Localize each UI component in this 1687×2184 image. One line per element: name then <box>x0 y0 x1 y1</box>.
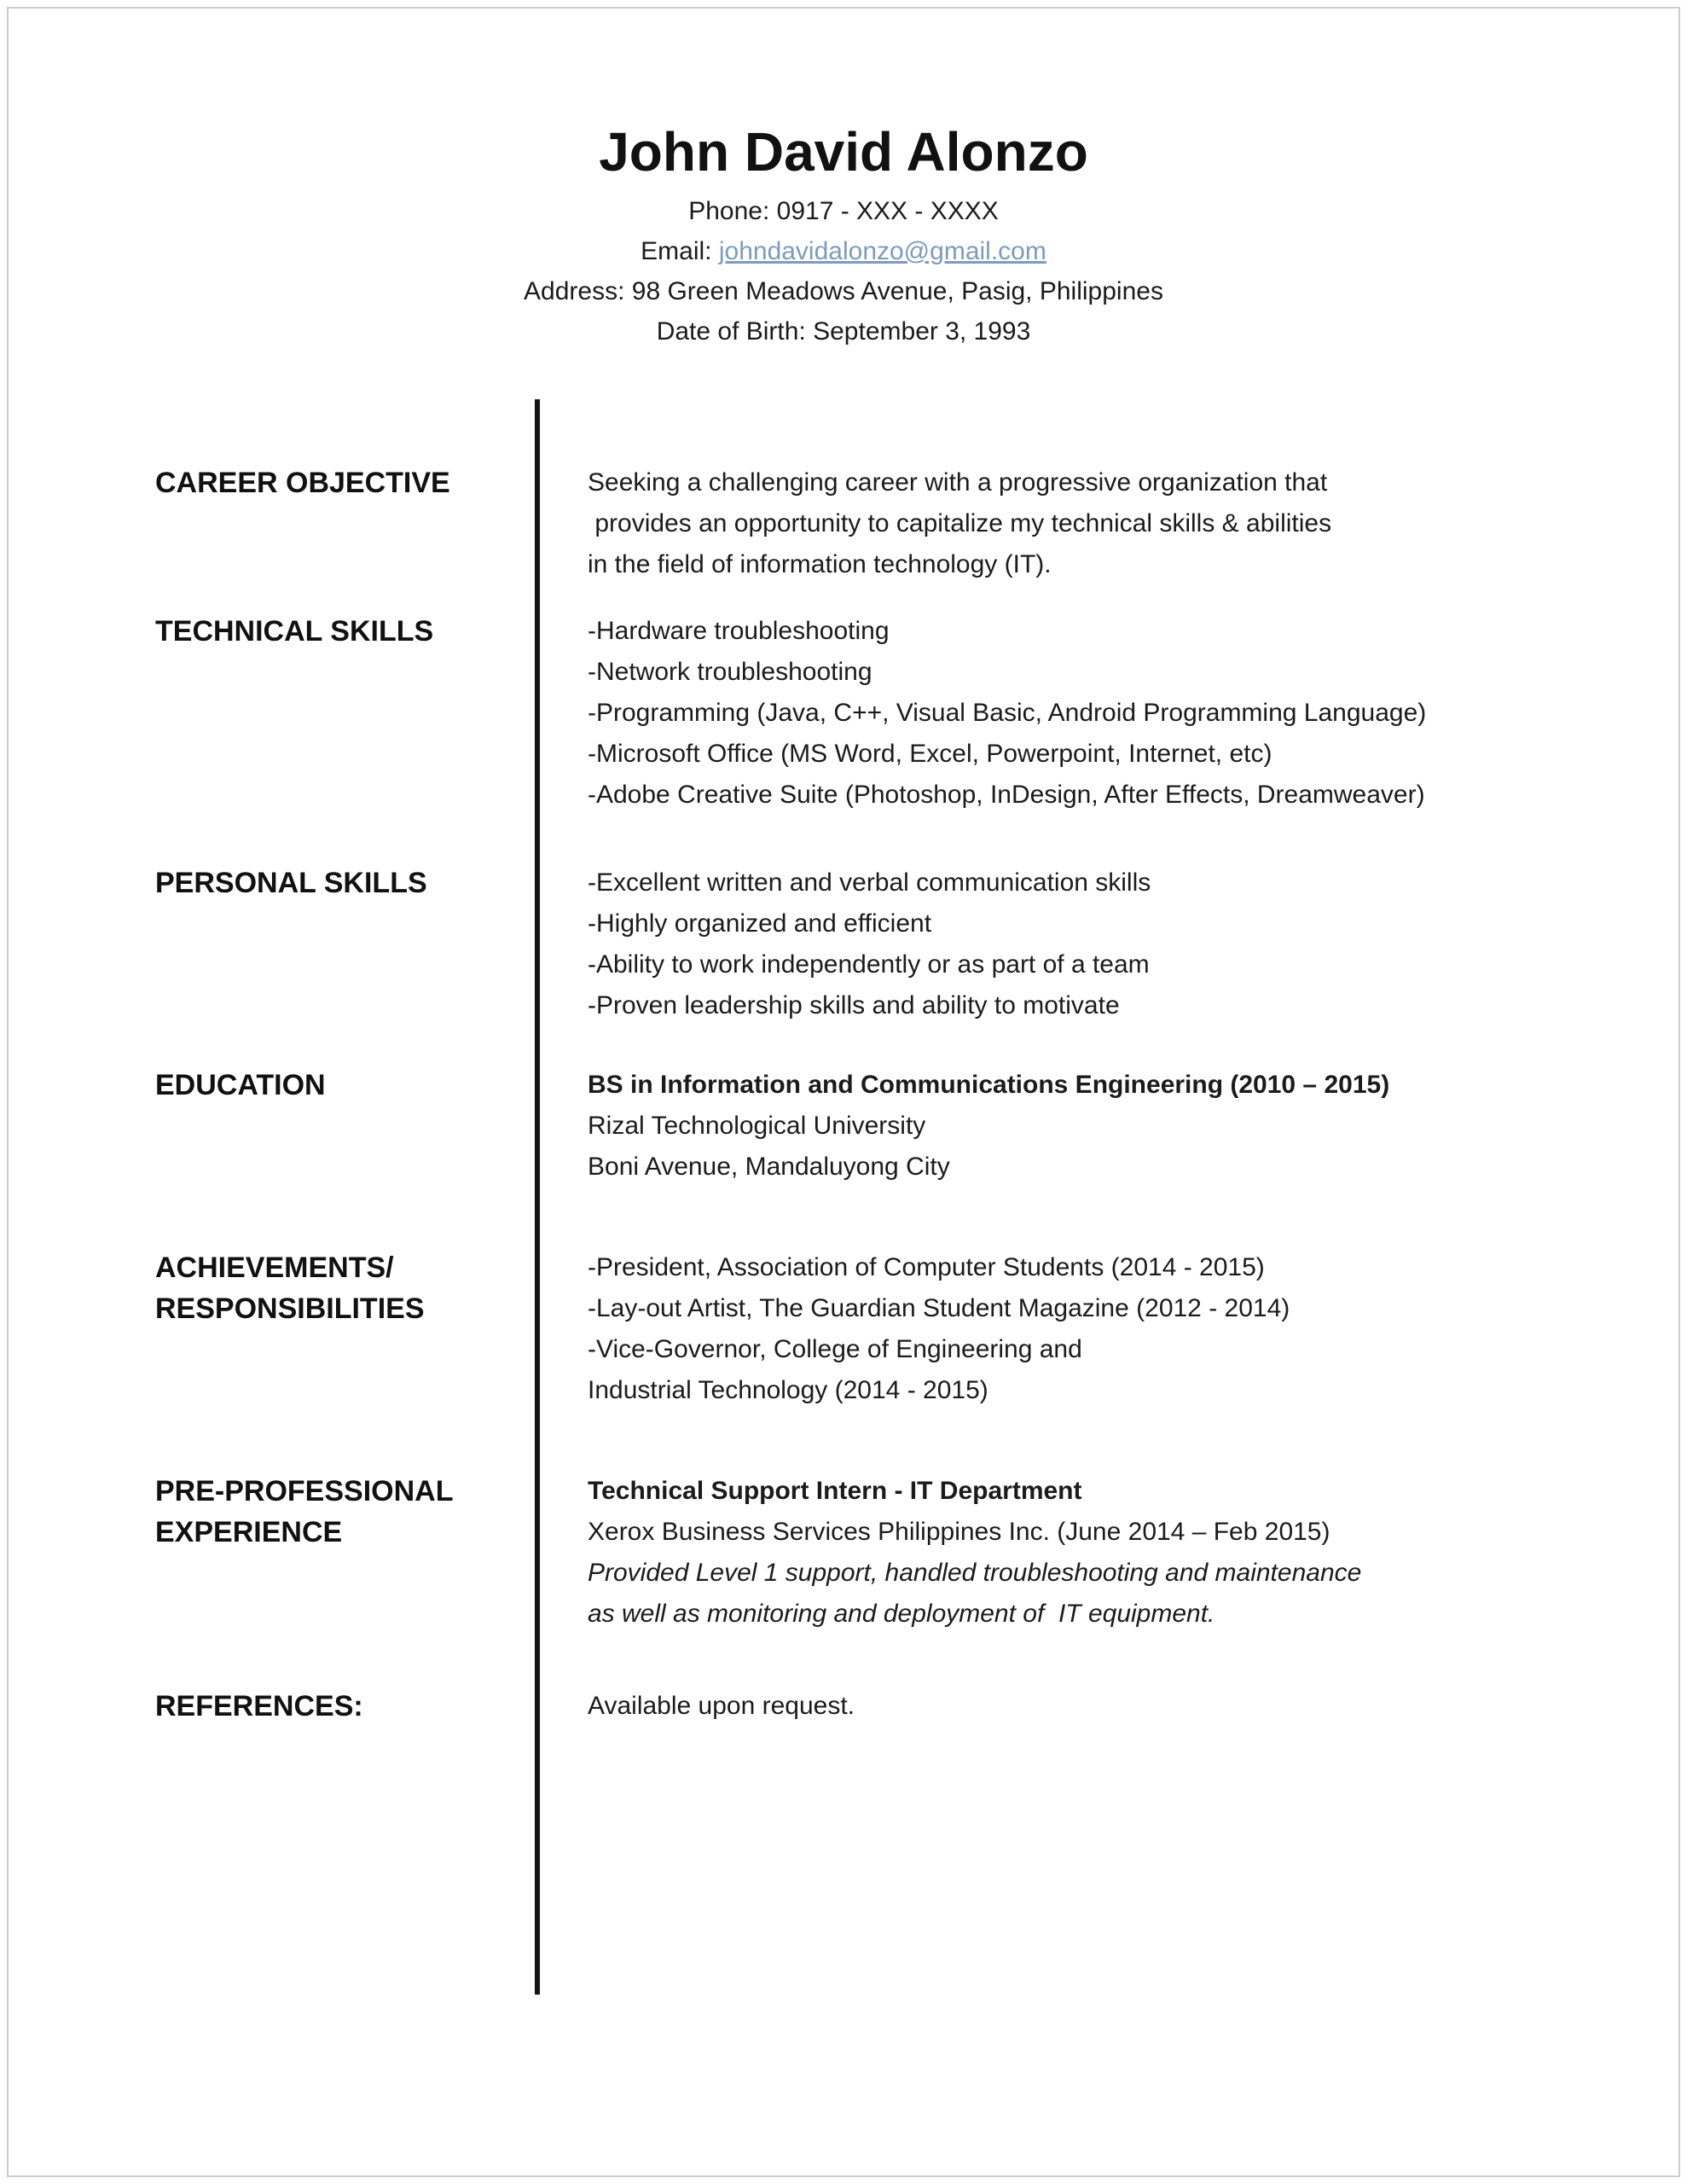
email-link[interactable]: johndavidalonzo@gmail.com <box>718 237 1046 265</box>
section-label-text: CAREER OBJECTIVE <box>155 467 450 499</box>
content-line: -Programming (Java, C++, Visual Basic, Android Programming Language) <box>588 699 1427 727</box>
section-content-references <box>540 1686 1678 1727</box>
content-line: -Network troubleshooting <box>588 658 872 686</box>
content-line: provides an opportunity to capitalize my technical skills & abilities <box>588 509 1332 537</box>
phone-line: Phone: 0917 - XXX - XXXX <box>688 197 999 225</box>
address-line: Address: 98 Green Meadows Avenue, Pasig, Philippines <box>524 277 1163 305</box>
job-description-line: as well as monitoring and deployment of IT equipment. <box>588 1600 1215 1628</box>
section-label-education <box>9 1065 540 1106</box>
section-content-education <box>540 1065 1678 1188</box>
section-label-pre-professional <box>9 1471 540 1553</box>
section-label-technical-skills <box>9 611 540 652</box>
content-line: Seeking a challenging career with a progressive organization that <box>588 468 1328 497</box>
section-achievements <box>9 1247 1678 1411</box>
section-content-personal-skills <box>540 863 1678 1026</box>
section-label-text: REFERENCES: <box>155 1690 363 1722</box>
content-line: -President, Association of Computer Students (2014 - 2015) <box>588 1253 1265 1281</box>
content-line: -Vice-Governor, College of Engineering and <box>588 1335 1082 1363</box>
section-technical-skills <box>9 611 1678 816</box>
content-line: -Ability to work independently or as part of a team <box>588 950 1150 979</box>
job-title-line: Technical Support Intern - IT Department <box>588 1477 1082 1505</box>
section-label-career-objective <box>9 462 540 503</box>
section-education <box>9 1065 1678 1188</box>
section-label-text: EXPERIENCE <box>155 1516 343 1548</box>
section-content-career-objective <box>540 462 1678 585</box>
section-content-technical-skills <box>540 611 1678 816</box>
resume-page <box>7 7 1680 2177</box>
section-content-achievements <box>540 1247 1678 1411</box>
content-line: Xerox Business Services Philippines Inc. (June 2014 – Feb 2015) <box>588 1518 1330 1546</box>
content-line: -Microsoft Office (MS Word, Excel, Powerpoint, Internet, etc) <box>588 740 1272 768</box>
resume-name: John David Alonzo <box>599 121 1088 183</box>
content-line: -Adobe Creative Suite (Photoshop, InDesign, After Effects, Dreamweaver) <box>588 781 1425 809</box>
section-content-pre-professional <box>540 1471 1678 1635</box>
content-line: Rizal Technological University <box>588 1112 926 1140</box>
resume-body <box>9 399 1678 1727</box>
section-label-references <box>9 1686 540 1727</box>
job-description-line: Provided Level 1 support, handled troubleshooting and maintenance <box>588 1559 1362 1587</box>
section-label-text: TECHNICAL SKILLS <box>155 615 434 648</box>
content-line: in the field of information technology (IT). <box>588 550 1052 578</box>
section-label-personal-skills <box>9 863 540 903</box>
degree-line: BS in Information and Communications Engineering (2010 – 2015) <box>588 1071 1390 1099</box>
section-references <box>9 1686 1678 1727</box>
contact-block <box>9 191 1678 351</box>
sections-container <box>9 399 1678 1727</box>
vertical-divider <box>535 399 540 1995</box>
content-line: -Lay-out Artist, The Guardian Student Magazine (2012 - 2014) <box>588 1294 1290 1322</box>
content-line: -Hardware troubleshooting <box>588 617 890 645</box>
section-label-text: ACHIEVEMENTS/ <box>155 1252 394 1284</box>
section-personal-skills <box>9 863 1678 1026</box>
section-label-text: PERSONAL SKILLS <box>155 867 427 899</box>
section-label-achievements <box>9 1247 540 1329</box>
section-pre-professional-experience <box>9 1471 1678 1635</box>
birthdate-line: Date of Birth: September 3, 1993 <box>656 317 1031 346</box>
content-line: -Proven leadership skills and ability to motivate <box>588 991 1120 1019</box>
content-line: Industrial Technology (2014 - 2015) <box>588 1376 988 1404</box>
content-line: Boni Avenue, Mandaluyong City <box>588 1153 950 1181</box>
resume-header <box>9 119 1678 351</box>
section-label-text: RESPONSIBILITIES <box>155 1292 425 1325</box>
content-line: -Excellent written and verbal communication skills <box>588 868 1151 897</box>
section-label-text: PRE-PROFESSIONAL <box>155 1475 454 1507</box>
email-line <box>9 231 1678 271</box>
email-label: Email: <box>641 237 719 265</box>
content-line: -Highly organized and efficient <box>588 909 932 938</box>
section-career-objective <box>9 462 1678 585</box>
section-label-text: EDUCATION <box>155 1069 326 1101</box>
content-line: Available upon request. <box>588 1692 855 1720</box>
